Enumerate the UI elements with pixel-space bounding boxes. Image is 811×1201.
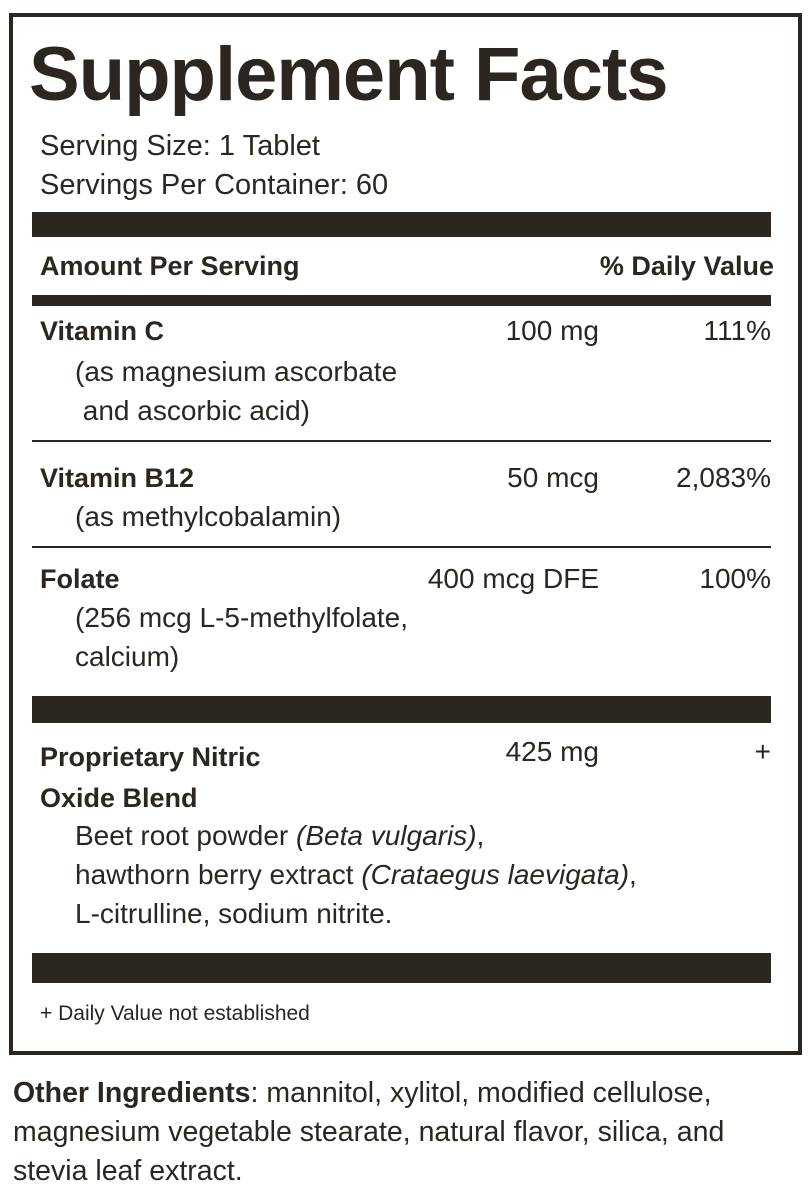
row-divider [32, 546, 771, 548]
nutrient-daily-value: 2,083% [676, 462, 771, 493]
amount-per-serving-header: Amount Per Serving [40, 251, 300, 281]
other-ingredients [13, 1074, 793, 1191]
nutrient-source: (256 mcg L-5-methylfolate, [75, 602, 409, 633]
blend-ingredient-line: L-citrulline, sodium nitrite. [75, 898, 393, 929]
nutrient-amount: 100 mg [505, 315, 599, 346]
nutrient-source: (as methylcobalamin) [75, 501, 342, 532]
row-divider [32, 440, 771, 442]
ingredient-text: hawthorn berry extract [75, 859, 362, 890]
nutrient-name: Vitamin B12 [40, 463, 195, 493]
serving-size: Serving Size: 1 Tablet [40, 130, 320, 162]
daily-value-header: % Daily Value [599, 251, 774, 281]
nutrient-source: and ascorbic acid) [75, 395, 311, 426]
ingredient-latin-name: (Crataegus laevigata) [361, 859, 630, 890]
panel-title: Supplement Facts [29, 32, 668, 117]
nutrient-daily-value: 100% [699, 563, 771, 594]
ingredient-text: , [629, 859, 637, 890]
ingredient-text: , [476, 820, 485, 851]
thick-divider [32, 953, 771, 983]
medium-divider [32, 295, 771, 306]
nutrient-daily-value: 111% [703, 315, 771, 346]
nutrient-name: Vitamin C [40, 316, 165, 346]
blend-ingredient-line [75, 817, 484, 855]
ingredient-text: Beet root powder [75, 820, 297, 851]
footnote: + Daily Value not established [40, 1002, 310, 1025]
blend-amount: 425 mg [505, 736, 599, 767]
nutrient-amount: 400 mcg DFE [427, 563, 599, 594]
blend-ingredient-line [75, 856, 637, 894]
servings-per-container: Servings Per Container: 60 [40, 169, 389, 201]
thick-divider [32, 696, 771, 723]
nutrient-amount: 50 mcg [507, 462, 599, 493]
nutrient-source: calcium) [75, 641, 180, 672]
blend-name: Oxide Blend [40, 783, 198, 813]
other-ingredients-text: : mannitol, xylitol, modified cellulose, magnesium vegetable stearate, natural flavor, silica, and stevia leaf extract. [13, 1077, 725, 1187]
other-ingredients-label: Other Ingredients [13, 1077, 251, 1109]
ingredient-latin-name: (Beta vulgaris) [296, 820, 477, 851]
thick-divider [32, 212, 771, 237]
nutrient-name: Folate [40, 564, 120, 594]
blend-name: Proprietary Nitric [40, 742, 261, 772]
nutrient-source: (as magnesium ascorbate [75, 356, 398, 387]
blend-daily-value: + [754, 736, 771, 767]
